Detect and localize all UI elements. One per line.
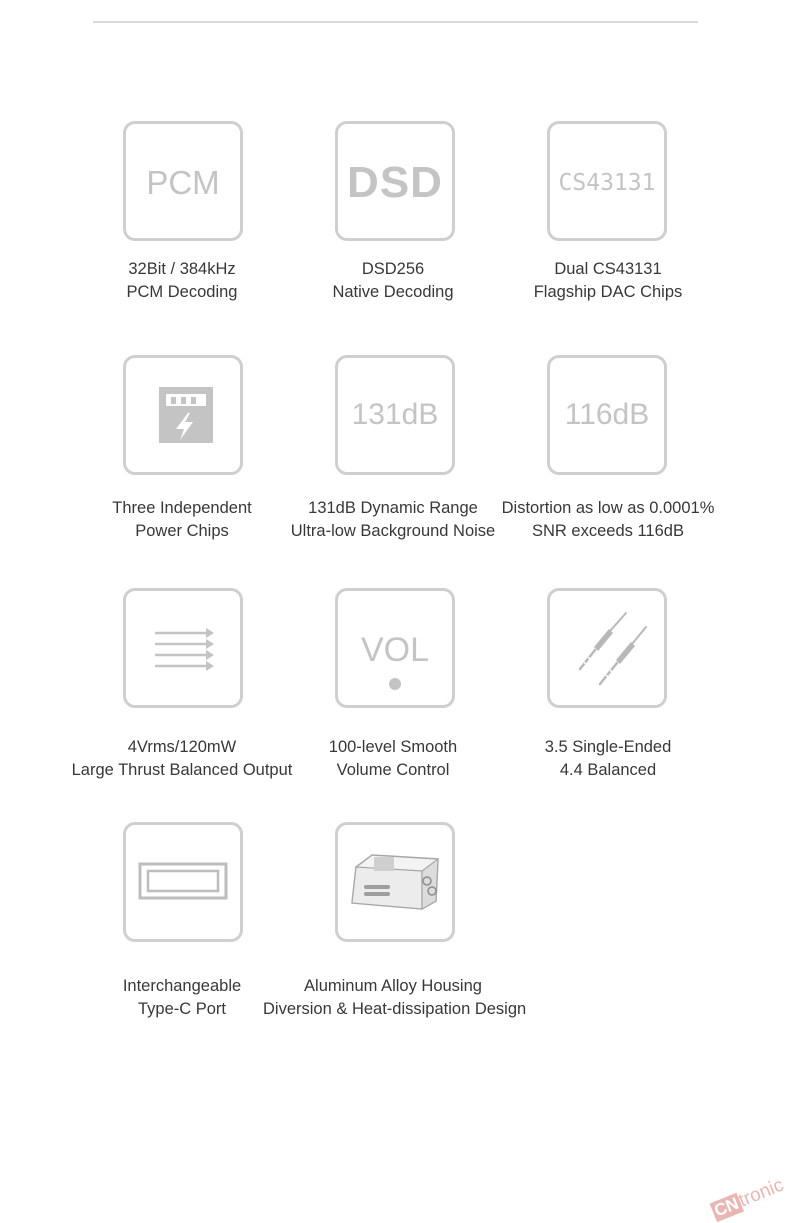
dynamic-range-icon [335, 355, 455, 475]
feature-title: Interchangeable [122, 977, 242, 995]
housing-graphic [338, 825, 452, 939]
feature-title: 4Vrms/120mW [127, 738, 237, 756]
feature-subtitle: Flagship DAC Chips [533, 282, 683, 301]
pcm-icon-label: PCM [146, 164, 220, 201]
feature-subtitle: Diversion & Heat-dissipation Design [263, 999, 527, 1018]
feature-subtitle: 4.4 Balanced [559, 760, 657, 779]
feature-subtitle: PCM Decoding [126, 282, 238, 301]
feature-title: 131dB Dynamic Range [308, 499, 478, 517]
feature-subtitle: Ultra-low Background Noise [290, 521, 496, 540]
feature-title: Three Independent [112, 499, 252, 517]
feature-subtitle: Native Decoding [332, 282, 454, 301]
output-arrows-icon [123, 588, 243, 708]
feature-subtitle: Type-C Port [137, 999, 227, 1018]
output-arrows-graphic [126, 591, 240, 705]
snr-icon-label: 116dB [564, 398, 650, 431]
pcm-icon [123, 121, 243, 241]
feature-title: 100-level Smooth [328, 738, 458, 756]
feature-title: Distortion as low as 0.0001% [501, 499, 715, 517]
watermark-logo [709, 1175, 787, 1223]
type-c-port-graphic [126, 825, 240, 939]
power-chip-graphic [126, 358, 240, 472]
watermark-badge: CN [710, 1193, 744, 1222]
feature-title: DSD256 [361, 260, 425, 278]
watermark-text: tronic [735, 1174, 787, 1212]
dac-chip-icon-label: CS43131 [558, 170, 656, 196]
dsd-icon [335, 121, 455, 241]
dynamic-range-icon-label: 131dB [351, 398, 439, 431]
snr-icon [547, 355, 667, 475]
top-divider [93, 21, 698, 23]
feature-subtitle: Volume Control [336, 760, 450, 779]
feature-subtitle: Large Thrust Balanced Output [71, 760, 293, 779]
audio-jack-icon [547, 588, 667, 708]
volume-dot-icon [389, 678, 401, 690]
volume-icon [335, 588, 455, 708]
feature-title: Aluminum Alloy Housing [304, 977, 482, 995]
type-c-port-icon [123, 822, 243, 942]
power-chip-icon [123, 355, 243, 475]
audio-jack-graphic [550, 591, 664, 705]
dac-chip-icon [547, 121, 667, 241]
volume-icon-label: VOL [360, 631, 430, 669]
feature-title: 32Bit / 384kHz [128, 260, 236, 278]
feature-title: Dual CS43131 [554, 260, 662, 278]
housing-icon [335, 822, 455, 942]
feature-title: 3.5 Single-Ended [544, 738, 672, 756]
feature-subtitle: Power Chips [135, 521, 229, 540]
dsd-icon-label: DSD [347, 158, 443, 207]
feature-subtitle: SNR exceeds 116dB [532, 521, 684, 540]
